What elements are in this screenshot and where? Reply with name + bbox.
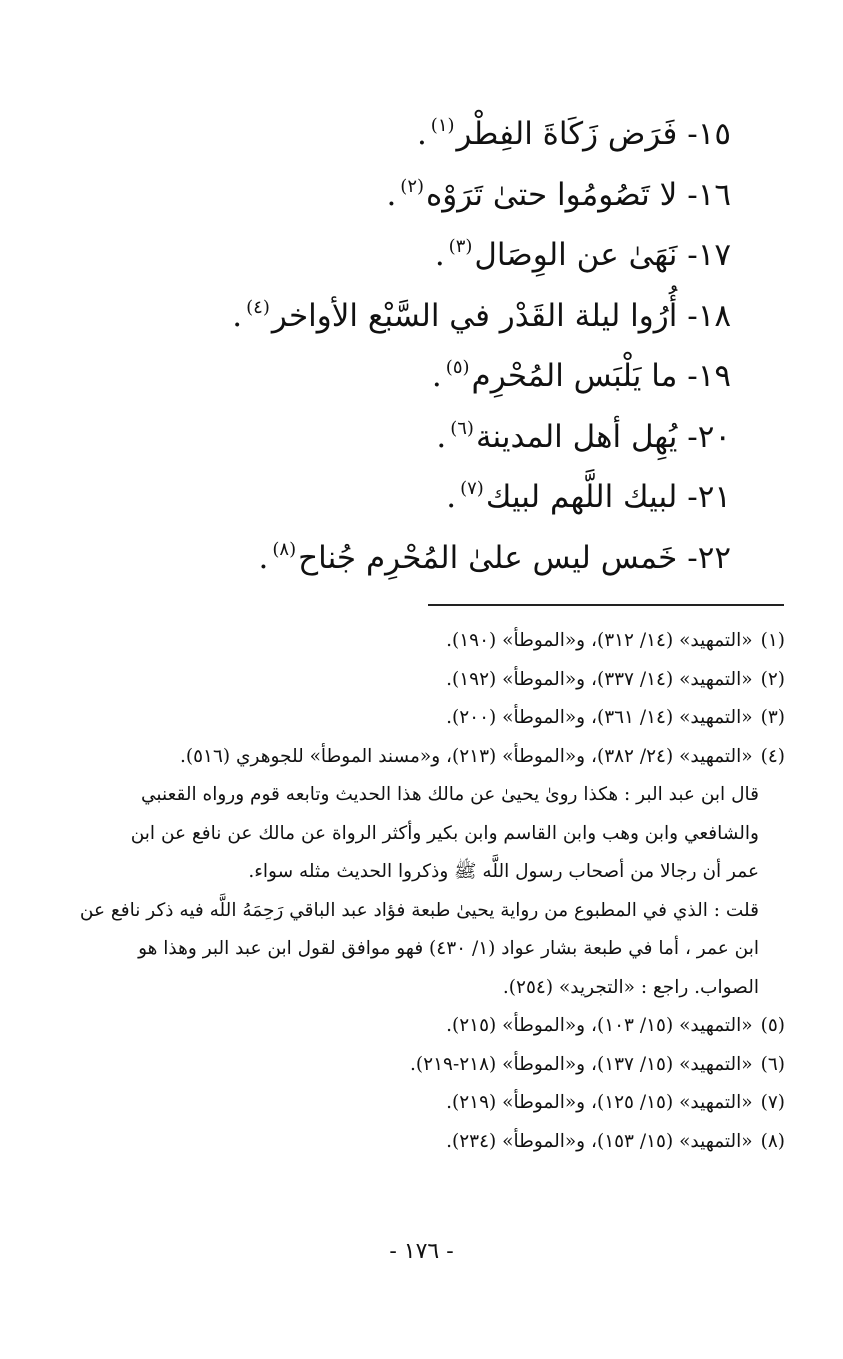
item-end: . (434, 237, 445, 273)
footnote-text: «التمهيد» (١٤/ ٣٣٧)، و«الموطأ» (١٩٢). (446, 668, 753, 690)
list-item (91, 278, 731, 339)
item-end: . (258, 539, 269, 576)
footnote-commentary-line: قلت : الذي في المطبوع من رواية يحيىٰ طبعة فؤاد عبد الباقي رَحِمَهُ اللَّه فيه ذكر نافع عن (79, 899, 759, 921)
footnote-marker: (٢) (760, 668, 785, 690)
footnote-text: «التمهيد» (١٥/ ١٥٣)، و«الموطأ» (٢٣٤). (446, 1130, 753, 1152)
footnote-text: «التمهيد» (١٥/ ١٠٣)، و«الموطأ» (٢١٥). (446, 1015, 753, 1036)
footnote-marker: (٥) (760, 1015, 785, 1036)
footnote (45, 661, 785, 700)
footnote-marker: (١) (760, 630, 785, 651)
footnote-ref: (٤) (246, 296, 270, 318)
footnote-commentary-line: ابن عمر ، أما في طبعة بشار عواد (١/ ٤٣٠) فهو موافق لقول ابن عبد البر وهذا هو (138, 938, 759, 959)
hadith-list (91, 96, 731, 580)
item-text: لبيك اللَّهم لبيك (485, 479, 678, 515)
footnote-ref: (٦) (450, 417, 474, 439)
footnote-ref: (٥) (445, 357, 470, 378)
footnote-commentary-line: والشافعي وابن وهب وابن القاسم وابن بكير وأكثر الرواة عن مالك عن نافع عن ابن (130, 822, 759, 844)
footnote-text: «التمهيد» (١٤/ ٣١٢)، و«الموطأ» (١٩٠). (446, 630, 753, 651)
footnote-ref: (٣) (448, 236, 473, 257)
page-number: - ١٧٦ - (389, 1239, 454, 1264)
footnote (45, 738, 785, 777)
footnote (45, 1046, 785, 1085)
item-number: ٢٢- (687, 539, 731, 576)
footnote (45, 1084, 785, 1123)
item-text: لا تَصُومُوا حتىٰ تَرَوْه (426, 176, 678, 213)
item-text: أُرُوا ليلة القَدْر في السَّبْع الأواخر (271, 297, 678, 334)
item-number: ١٧- (687, 237, 731, 273)
list-item (91, 217, 731, 278)
item-end: . (431, 358, 442, 394)
footnote (45, 622, 785, 661)
list-item (91, 338, 731, 399)
item-number: ١٨- (687, 297, 731, 334)
footnote-marker: (٧) (760, 1092, 785, 1113)
footnote-ref: (٨) (272, 538, 297, 560)
list-item (91, 520, 731, 581)
footnote-ref: (٧) (460, 478, 484, 499)
item-number: ١٩- (687, 358, 731, 394)
item-text: يُهِل أهل المدينة (475, 418, 678, 455)
footnote (45, 1007, 785, 1046)
footnote (45, 1123, 785, 1162)
list-item (91, 399, 731, 460)
item-number: ٢٠- (687, 418, 731, 455)
item-number: ١٥- (687, 116, 731, 152)
footnote-ref: (١) (430, 115, 455, 136)
footnote-marker: (٣) (760, 707, 785, 728)
list-item (91, 459, 731, 520)
footnote-ref: (٢) (400, 175, 425, 197)
item-end: . (416, 116, 427, 152)
footnote-commentary-line: قال ابن عبد البر : هكذا روىٰ يحيىٰ عن مالك هذا الحديث وتابعه قوم ورواه القعنبي (141, 784, 759, 805)
item-end: . (436, 418, 447, 455)
footnote-commentary-line: عمر أن رجالا من أصحاب رسول اللَّه ﷺ وذكروا الحديث مثله سواء. (248, 861, 759, 882)
footnote-commentary-line: الصواب. راجع : «التجريد» (٢٥٤). (502, 976, 759, 998)
footnotes (45, 622, 785, 1161)
footnote-separator (428, 604, 784, 606)
item-end: . (386, 176, 397, 213)
footnote (45, 699, 785, 738)
footnote-text: «التمهيد» (٢٤/ ٣٨٢)، و«الموطأ» (٢١٣)، و«مسند الموطأ» للجوهري (٥١٦). (180, 745, 753, 767)
footnote-marker: (٦) (760, 1053, 785, 1075)
item-text: فَرَض زَكَاةَ الفِطْر (456, 116, 678, 152)
item-text: ما يَلْبَس المُحْرِم (471, 358, 678, 394)
footnote-text: «التمهيد» (١٤/ ٣٦١)، و«الموطأ» (٢٠٠). (446, 707, 753, 728)
footnote-marker: (٨) (760, 1130, 785, 1152)
footnote-text: «التمهيد» (١٥/ ١٣٧)، و«الموطأ» (٢١٨-٢١٩). (410, 1053, 753, 1075)
item-text: نَهَىٰ عن الوِصَال (474, 237, 678, 273)
item-number: ١٦- (687, 176, 731, 213)
footnote-marker: (٤) (760, 745, 785, 767)
list-item (91, 96, 731, 157)
item-text: خَمس ليس علىٰ المُحْرِم جُناح (298, 539, 678, 576)
footnote-text: «التمهيد» (١٥/ ١٢٥)، و«الموطأ» (٢١٩). (446, 1092, 753, 1113)
item-end: . (232, 297, 243, 334)
item-end: . (446, 479, 457, 515)
list-item (91, 157, 731, 218)
item-number: ٢١- (687, 479, 731, 515)
